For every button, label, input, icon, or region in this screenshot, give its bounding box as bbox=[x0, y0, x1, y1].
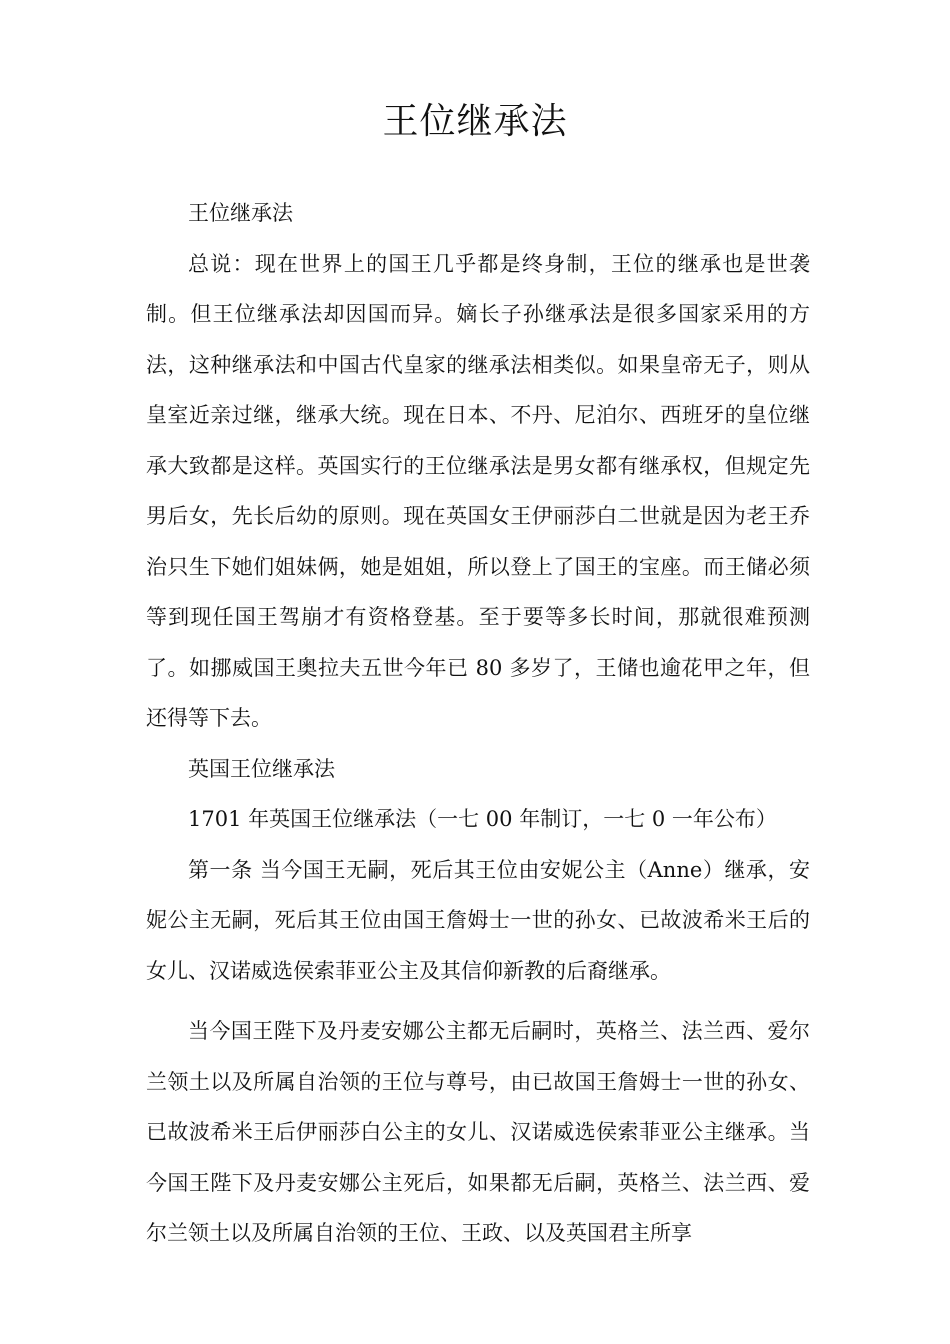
british-law-heading-paragraph: 英国王位继承法 bbox=[188, 756, 335, 781]
overview-paragraph: 总说：现在世界上的国王几乎都是终身制，王位的继承也是世袭制。但王位继承法却因国而异。嫡长子孙继承法是很多国家采用的方法，这种继承法和中国古代皇家的继承法相类似。如果皇帝无子，则从皇室近亲过继，继承大统。现在日本、不丹、尼泊尔、西班牙的皇位继承大致都是这样。英国实行的王位继承法是男女都有继承权，但规定先男后女，先长后幼的原则。现在英国女王伊丽莎白二世就是因为老王乔治只生下她们姐妹俩，她是姐姐，所以登上了国王的宝座。而王储必须等到现任国王驾崩才有资格登基。至于要等多长时间，那就很难预测了。如挪威国王奥拉夫五世今年已 80 多岁了，王储也逾花甲之年，但还得等下去。 bbox=[146, 251, 810, 730]
document-body bbox=[146, 188, 810, 1259]
section-heading-paragraph: 王位继承法 bbox=[188, 201, 293, 225]
act-title-paragraph: 1701 年英国王位继承法（一七 00 年制订，一七 0 一年公布） bbox=[188, 807, 777, 831]
article-one-paragraph: 第一条 当今国王无嗣，死后其王位由安妮公主（Anne）继承，安妮公主无嗣，死后其王位由国王詹姆士一世的孙女、已故波希米王后的女儿、汉诺威选侯索菲亚公主及其信仰新教的后裔继承。 bbox=[146, 857, 810, 983]
succession-detail-paragraph: 当今国王陛下及丹麦安娜公主都无后嗣时，英格兰、法兰西、爱尔兰领土以及所属自治领的王位与尊号，由已故国王詹姆士一世的孙女、已故波希米王后伊丽莎白公主的女儿、汉诺威选侯索菲亚公主继承。当今国王陛下及丹麦安娜公主死后，如果都无后嗣，英格兰、法兰西、爱尔兰领土以及所属自治领的王位、王政、以及英国君主所享 bbox=[146, 1019, 810, 1245]
document-title: 王位继承法 bbox=[382, 101, 568, 142]
